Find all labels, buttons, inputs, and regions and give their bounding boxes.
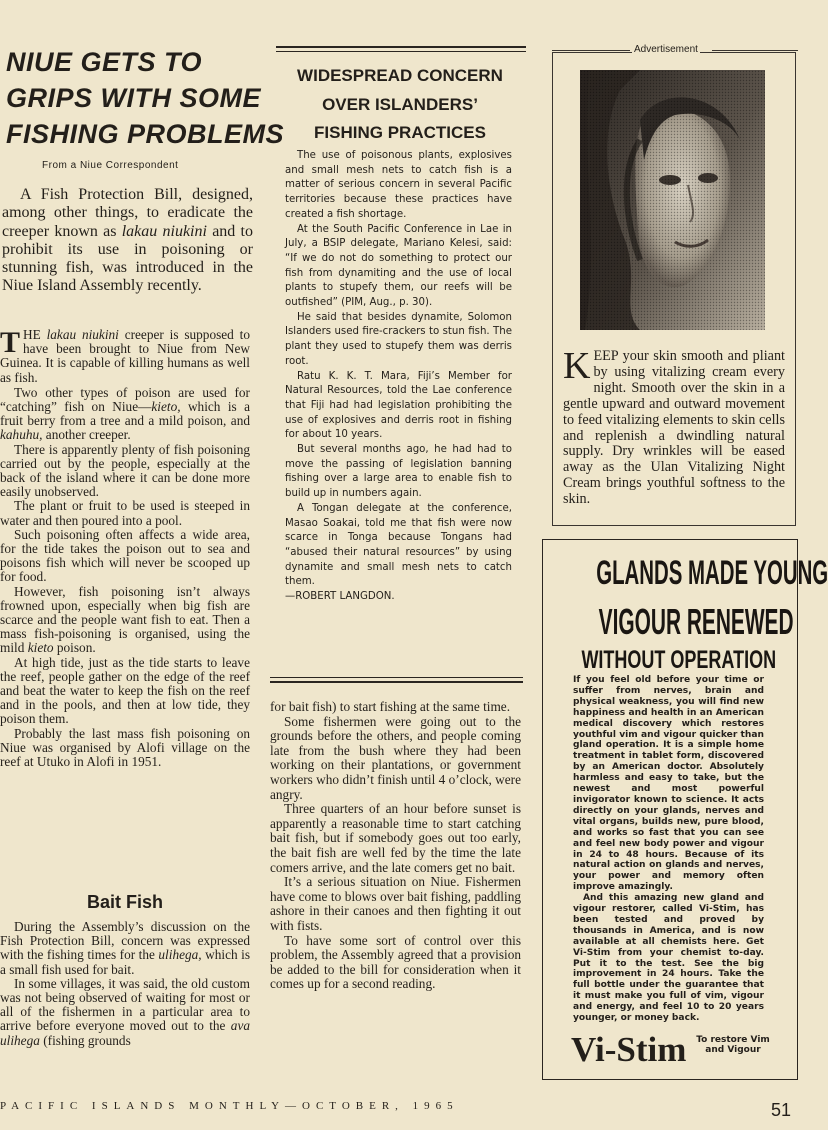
advertisement-label: Advertisement — [552, 44, 798, 56]
box-body: The use of poisonous plants, explosives and small mesh nets to catch fish is a matter of serious concern in several Pacific territories because these practices have created a fish shortage. At the South Pacific Conference in Lae in July, a BSIP delegate, Mariano Kelesi, said: “If we do not do something to protect our fish from dynamiting and the use of local plants to stupefy them, our reefs will be outfished” (PIM, Aug., p. 30). He said that besides dynamite, Solomon Islanders used fire-crackers to stun fish. The plant they used to stupefy them was derris root. Ratu K. K. T. Mara, Fiji’s Member for Natural Resources, told the Lae conference that Fiji had had legislation prohibiting the use of explosives and derris root in fishing for about 10 years. But several months ago, he had had to move the passing of legislation banning fishing over a large area to enable fish to build up in numbers again. A Tongan delegate at the conference, Masao Soakai, told me that fish were now scarce in Tonga because Tongans had “abused their natural resources” by using dynamite and small mesh nets to catch them. —ROBERT LANGDON. — [285, 149, 512, 605]
page-number: 51 — [771, 1100, 792, 1120]
paragraph-5: Such poisoning often affects a wide area, for the tide takes the poison out to sea and poisons fish which will never be scooped up for food. — [0, 526, 250, 585]
box-headline: WIDESPREAD CONCERN OVER ISLANDERS’ FISHING PRACTICES — [297, 66, 503, 142]
drop-cap: T — [0, 326, 21, 359]
paragraph-10: In some villages, it was said, the old custom was not being observed of waiting for most or all of the fishermen in a particular area to arrive before everyone moved out to the ava ulihega (fishing grounds — [0, 975, 250, 1048]
byline: From a Niue Correspondent — [42, 160, 179, 171]
vistim-tagline: To restore Vim and Vigour — [696, 1035, 770, 1055]
paragraph-9: During the Assembly’s discussion on the Fish Protection Bill, concern was expressed with the fishing times for the ulihega, which is a small fish used for bait. — [0, 919, 250, 977]
article-headline: NIUE GETS TO GRIPS WITH SOME FISHING PROBLEMS — [6, 47, 285, 149]
paragraph-7: At high tide, just as the tide starts to leave the reef, people gather on the edge of the reef and beat the water to keep the fish on the reef and in the pools, and then at low tide, they poison them. — [0, 654, 250, 727]
publication-footer: PACIFIC ISLANDS MONTHLY—OCTOBER, 1965 — [0, 1100, 459, 1112]
vistim-logo: Vi-Stim — [571, 1030, 687, 1069]
article-body-left-continued — [0, 920, 250, 1048]
article-body-left — [0, 328, 250, 769]
box-bottom-rule — [270, 677, 523, 678]
ad-headline-3: WITHOUT OPERATION — [581, 646, 777, 674]
paragraph-1: THE lakau niukini creeper is supposed to have been brought to Niue from New Guinea. It is capable of killing humans as well as fish. — [0, 326, 250, 385]
lede-paragraph: A Fish Protection Bill, designed, among other things, to eradicate the creeper known as lakau niukini and to prohibit its use in poisoning or stunning fish, was introduced in the Niue Island Assembly recently. — [2, 186, 254, 295]
woman-portrait-image — [580, 70, 765, 330]
box-top-rule — [276, 46, 526, 48]
paragraph-4: The plant or fruit to be used is steeped in water and then poured into a pool. — [0, 498, 250, 528]
paragraph-6: However, fish poisoning isn’t always frowned upon, especially when big fish are scarce and the people want fish to eat. Then a mass fish-poisoning is organised, using the mild kieto poison. — [0, 583, 250, 656]
drop-cap: K — [563, 345, 591, 387]
ad-headline-1: GLANDS MADE YOUNG — [596, 554, 828, 592]
advertisement-vistim-text: If you feel old before your time or suffer from nerves, brain and physical weakness, you will find new happiness and health in an American medical discovery which restores youthful vim and vigour quicker than gland operation. It is a simple home treatment in tablet form, discovered by an American doctor. Absolutely harmless and easy to take, but the newest and most powerful invigorator known to science. It acts directly on your glands, nerves and vital organs, builds new, pure blood, and works so fast that you can see and feel new body power and vigour in 24 to 48 hours. Because of its natural action on glands and nerves, your power and memory often improve amazingly. And this amazing new gland and vigour restorer, called Vi-Stim, has been tested and proved by thousands in America, and is now available at all chemists here. Get Vi-Stim from your chemist to-day. Put it to the test. See the big improvement in 24 hours. Take the full bottle under the guarantee that it must make you full of vim, vigour and energy, and feel 10 to 20 years younger, or money back. — [573, 675, 764, 1024]
box-top-rule-thin — [276, 51, 526, 52]
ad-headline-2: VIGOUR RENEWED — [598, 601, 794, 642]
box-bottom-rule-thick — [270, 681, 523, 683]
paragraph-3: There is apparently plenty of fish poisoning carried out by the people, especially at the back of the island where it can be done more easily unobserved. — [0, 441, 250, 500]
subheading: Bait Fish — [86, 892, 163, 912]
box-author: —ROBERT LANGDON. — [285, 591, 395, 603]
article-body-middle: for bait fish) to start fishing at the same time. Some fishermen were going out to the grounds before the others, and people coming late from the bush where they had been working on their plantations, or government workers who didn’t finish until 4 o’clock, were angry. Three quarters of an hour before sunset is apparently a reasonable time to start catching bait fish, but if somebody goes out too early, the bait fish are well fed by the time the late comers arrive, and the late comers get no bait. It’s a serious situation on Niue. Fishermen have come to blows over bait fishing, paddling ashore in their canoes and then fighting it out with fists. To have some sort of control over this problem, the Assembly agreed that a provision be added to the bill for consideration when it comes up for a second reading. — [270, 699, 521, 992]
advertisement-cream-text: KEEP your skin smooth and pliant by using vitalizing cream every night. Smooth over the skin in a gentle upward and outward movement to feed vitalizing elements to skin cells and replenish a dwindling natural supply. Dry wrinkles will be eased away as the Ulan Vitalizing Night Cream brings youthful softness to the skin. — [563, 345, 785, 508]
paragraph-2: Two other types of poison are used for “catching” fish on Niue—kieto, which is a fruit berry from a tree and a mild poison, and kahuhu, another creeper. — [0, 384, 250, 443]
paragraph-8: Probably the last mass fish poisoning on Niue was organised by Alofi village on the reef at Utuko in Alofi in 1951. — [0, 725, 250, 770]
